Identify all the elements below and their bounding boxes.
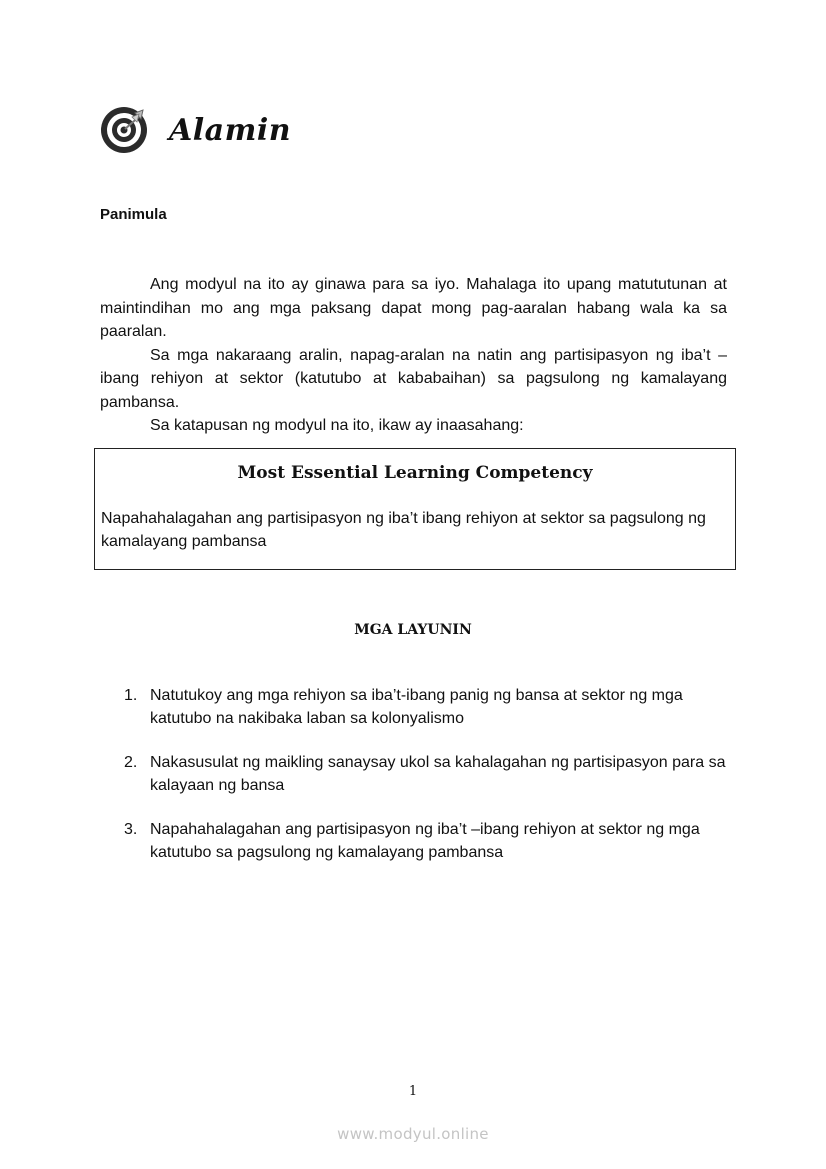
melc-title: Most Essential Learning Competency	[237, 463, 593, 483]
section-header	[99, 105, 291, 155]
intro-text	[100, 273, 727, 438]
list-item-text: Natutukoy ang mga rehiyon sa iba’t-ibang panig ng bansa at sektor ng mga katutubo na nakibaka laban sa kolonyalismo	[150, 687, 683, 727]
list-item-text: Nakasusulat ng maikling sanaysay ukol sa kahalagahan ng partisipasyon para sa kalayaan ng bansa	[150, 754, 726, 794]
watermark: www.modyul.online	[337, 1125, 489, 1143]
list-item-text: Napahahalagahan ang partisipasyon ng iba’t –ibang rehiyon at sektor ng mga katutubo sa pagsulong ng kamalayang pambansa	[150, 821, 700, 861]
section-label: Panimula	[100, 206, 167, 223]
list-item	[124, 818, 734, 864]
list-item	[124, 751, 734, 797]
objectives-list	[124, 684, 734, 885]
objectives-heading: MGA LAYUNIN	[354, 622, 472, 638]
list-item-number: 3.	[124, 821, 138, 838]
page-title: Alamin	[169, 112, 292, 148]
list-item-number: 1.	[124, 687, 138, 704]
melc-text: Napahahalagahan ang partisipasyon ng iba’t ibang rehiyon at sektor sa pagsulong ng kamalayang pambansa	[101, 510, 706, 550]
intro-paragraph: Sa mga nakaraang aralin, napag-aralan na natin ang partisipasyon ng iba’t – ibang rehiyon at sektor (katutubo at kababaihan) sa pagsulong ng kamalayang pambansa.	[100, 346, 727, 411]
list-item-number: 2.	[124, 754, 138, 771]
target-icon	[99, 105, 149, 155]
intro-paragraph: Ang modyul na ito ay ginawa para sa iyo. Mahalaga ito upang matututunan at maintindihan mo ang mga paksang dapat mong pag-aaralan habang wala ka sa paaralan.	[100, 276, 727, 340]
list-item	[124, 684, 734, 730]
intro-paragraph: Sa katapusan ng modyul na ito, ikaw ay inaasahang:	[150, 417, 524, 434]
page-number: 1	[408, 1084, 418, 1099]
melc-box	[94, 448, 736, 570]
